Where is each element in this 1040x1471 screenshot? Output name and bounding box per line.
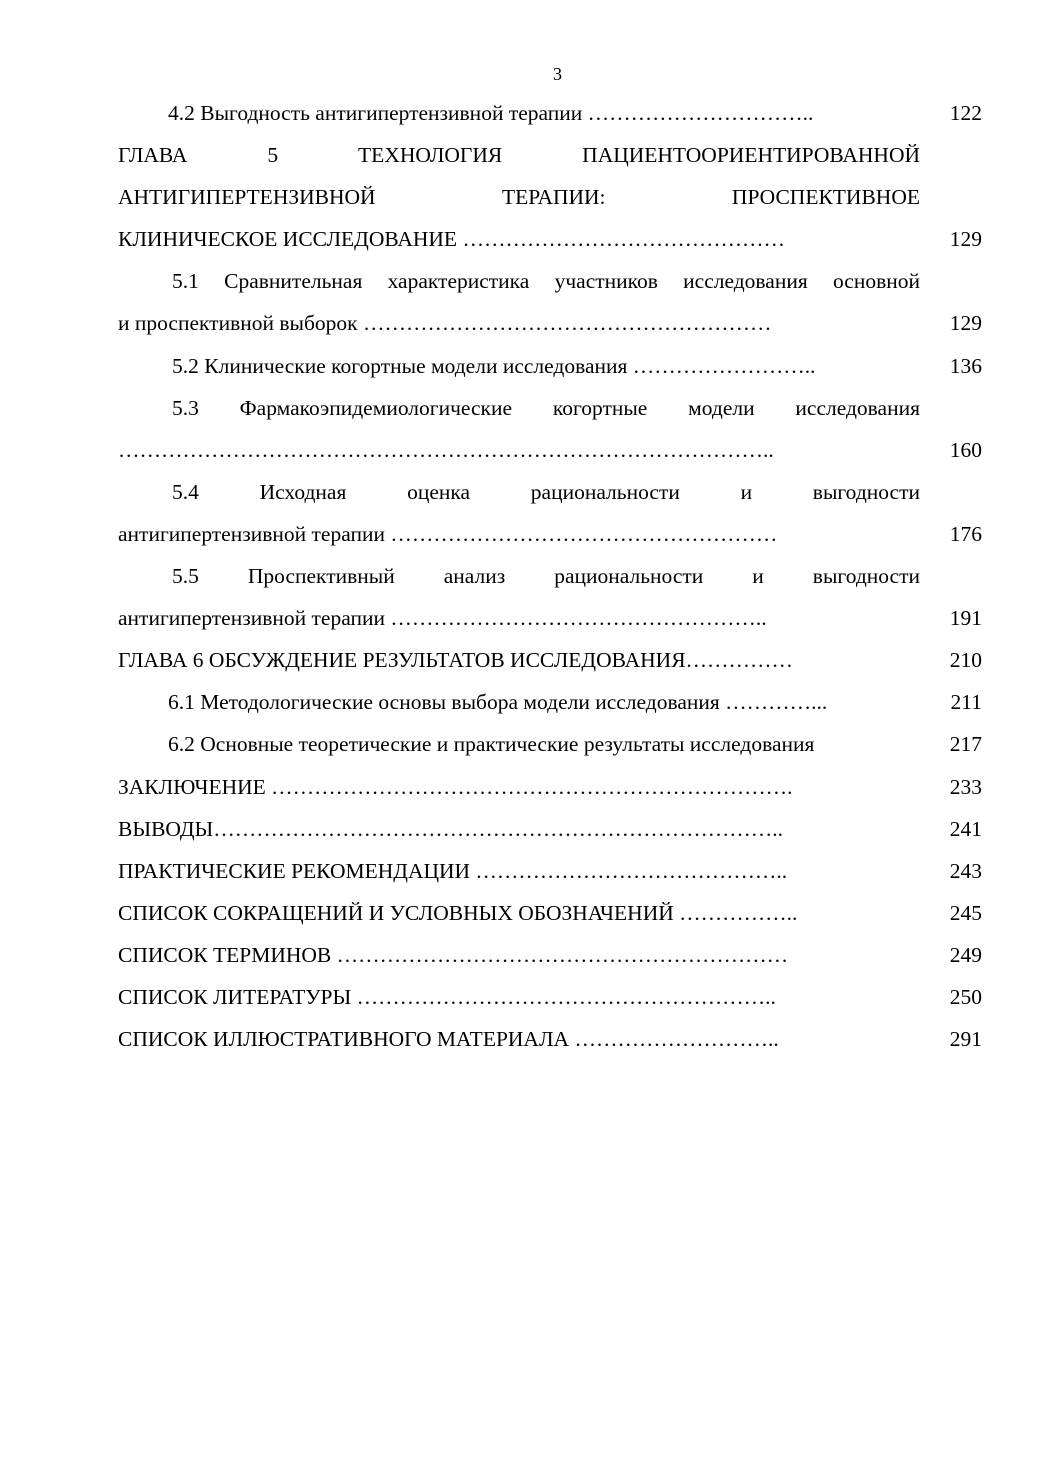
toc-entry-page: 245	[949, 900, 982, 925]
toc-entry	[0, 260, 1040, 302]
toc-entry	[0, 387, 1040, 429]
toc-entry-title: АНТИГИПЕРТЕНЗИВНОЙ ТЕРАПИИ: ПРОСПЕКТИВНОЕ	[118, 185, 920, 210]
toc-entry-title: ГЛАВА 5 ТЕХНОЛОГИЯ ПАЦИЕНТООРИЕНТИРОВАННОЙ	[118, 143, 920, 168]
toc-entry	[0, 976, 1040, 1018]
toc-entry	[0, 766, 1040, 808]
toc-entry-page: 129	[949, 227, 982, 252]
table-of-contents	[0, 92, 1040, 1060]
toc-entry-title: 6.2 Основные теоретические и практические результаты исследования	[168, 732, 815, 757]
toc-entry-page: 176	[949, 521, 982, 546]
toc-entry	[0, 639, 1040, 681]
toc-entry-page: 233	[949, 774, 982, 799]
toc-entry-title: СПИСОК ТЕРМИНОВ ………………………………………………………	[118, 942, 789, 967]
toc-entry-page: 243	[949, 858, 982, 883]
toc-entry-title: ГЛАВА 6 ОБСУЖДЕНИЕ РЕЗУЛЬТАТОВ ИССЛЕДОВАНИЯ……………	[118, 648, 794, 673]
toc-entry-title: ПРАКТИЧЕСКИЕ РЕКОМЕНДАЦИИ ……………………………………..	[118, 858, 788, 883]
toc-entry	[0, 134, 1040, 176]
toc-entry-page: 160	[949, 437, 982, 462]
toc-entry	[0, 513, 1040, 555]
page-number: 3	[553, 64, 562, 84]
toc-entry	[0, 429, 1040, 471]
toc-entry	[0, 218, 1040, 260]
toc-entry-page: 191	[949, 606, 982, 631]
toc-entry	[0, 92, 1040, 134]
toc-entry	[0, 302, 1040, 344]
toc-entry-title: 5.4 Исходная оценка рациональности и выгодности	[172, 479, 920, 504]
toc-entry	[0, 934, 1040, 976]
toc-entry	[0, 1018, 1040, 1060]
toc-entry	[0, 176, 1040, 218]
toc-entry-title: ВЫВОДЫ……………………………………………………………………..	[118, 816, 784, 841]
toc-entry-title: 5.1 Сравнительная характеристика участников исследования основной	[172, 269, 920, 294]
toc-entry-title: СПИСОК ЛИТЕРАТУРЫ …………………………………………………..	[118, 984, 776, 1009]
toc-entry	[0, 681, 1040, 723]
toc-entry-title: СПИСОК СОКРАЩЕНИЙ И УСЛОВНЫХ ОБОЗНАЧЕНИЙ ……………..	[118, 900, 798, 925]
toc-entry-page: 129	[949, 311, 982, 336]
toc-entry-page: 217	[949, 732, 982, 757]
toc-entry-title: КЛИНИЧЕСКОЕ ИССЛЕДОВАНИЕ ………………………………………	[118, 227, 785, 252]
toc-entry	[0, 892, 1040, 934]
toc-entry-title: 4.2 Выгодность антигипертензивной терапии …………………………..	[168, 101, 814, 125]
toc-entry-page: 241	[949, 816, 982, 841]
toc-entry	[0, 555, 1040, 597]
toc-entry-title: ЗАКЛЮЧЕНИЕ ……………………………………………………………….	[118, 774, 793, 799]
toc-entry-page: 211	[950, 690, 982, 715]
toc-entry-title: СПИСОК ИЛЛЮСТРАТИВНОГО МАТЕРИАЛА ………………………..	[118, 1027, 779, 1052]
toc-entry-title: 5.5 Проспективный анализ рациональности и выгодности	[172, 564, 920, 589]
toc-entry-title: антигипертензивной терапии ……………………………………………..	[118, 606, 767, 631]
toc-entry	[0, 808, 1040, 850]
toc-entry-page: 136	[949, 353, 982, 378]
toc-entry-title: и проспективной выборок …………………………………………………	[118, 311, 772, 336]
toc-entry	[0, 345, 1040, 387]
toc-entry	[0, 723, 1040, 765]
toc-entry	[0, 471, 1040, 513]
toc-entry	[0, 850, 1040, 892]
toc-entry-title: 6.1 Методологические основы выбора модели исследования …………...	[168, 690, 828, 715]
toc-entry-title: 5.3 Фармакоэпидемиологические когортные модели исследования	[172, 395, 920, 420]
toc-entry-title: ………………………………………………………………………………..	[118, 437, 774, 462]
toc-entry-page: 249	[949, 942, 982, 967]
toc-entry	[0, 597, 1040, 639]
toc-entry-page: 250	[949, 984, 982, 1009]
toc-entry-page: 291	[949, 1027, 982, 1052]
toc-entry-page: 122	[949, 101, 982, 125]
toc-entry-page: 210	[949, 648, 982, 673]
toc-entry-title: 5.2 Клинические когортные модели исследования ……………………..	[172, 353, 816, 378]
toc-entry-title: антигипертензивной терапии ………………………………………………	[118, 521, 778, 546]
